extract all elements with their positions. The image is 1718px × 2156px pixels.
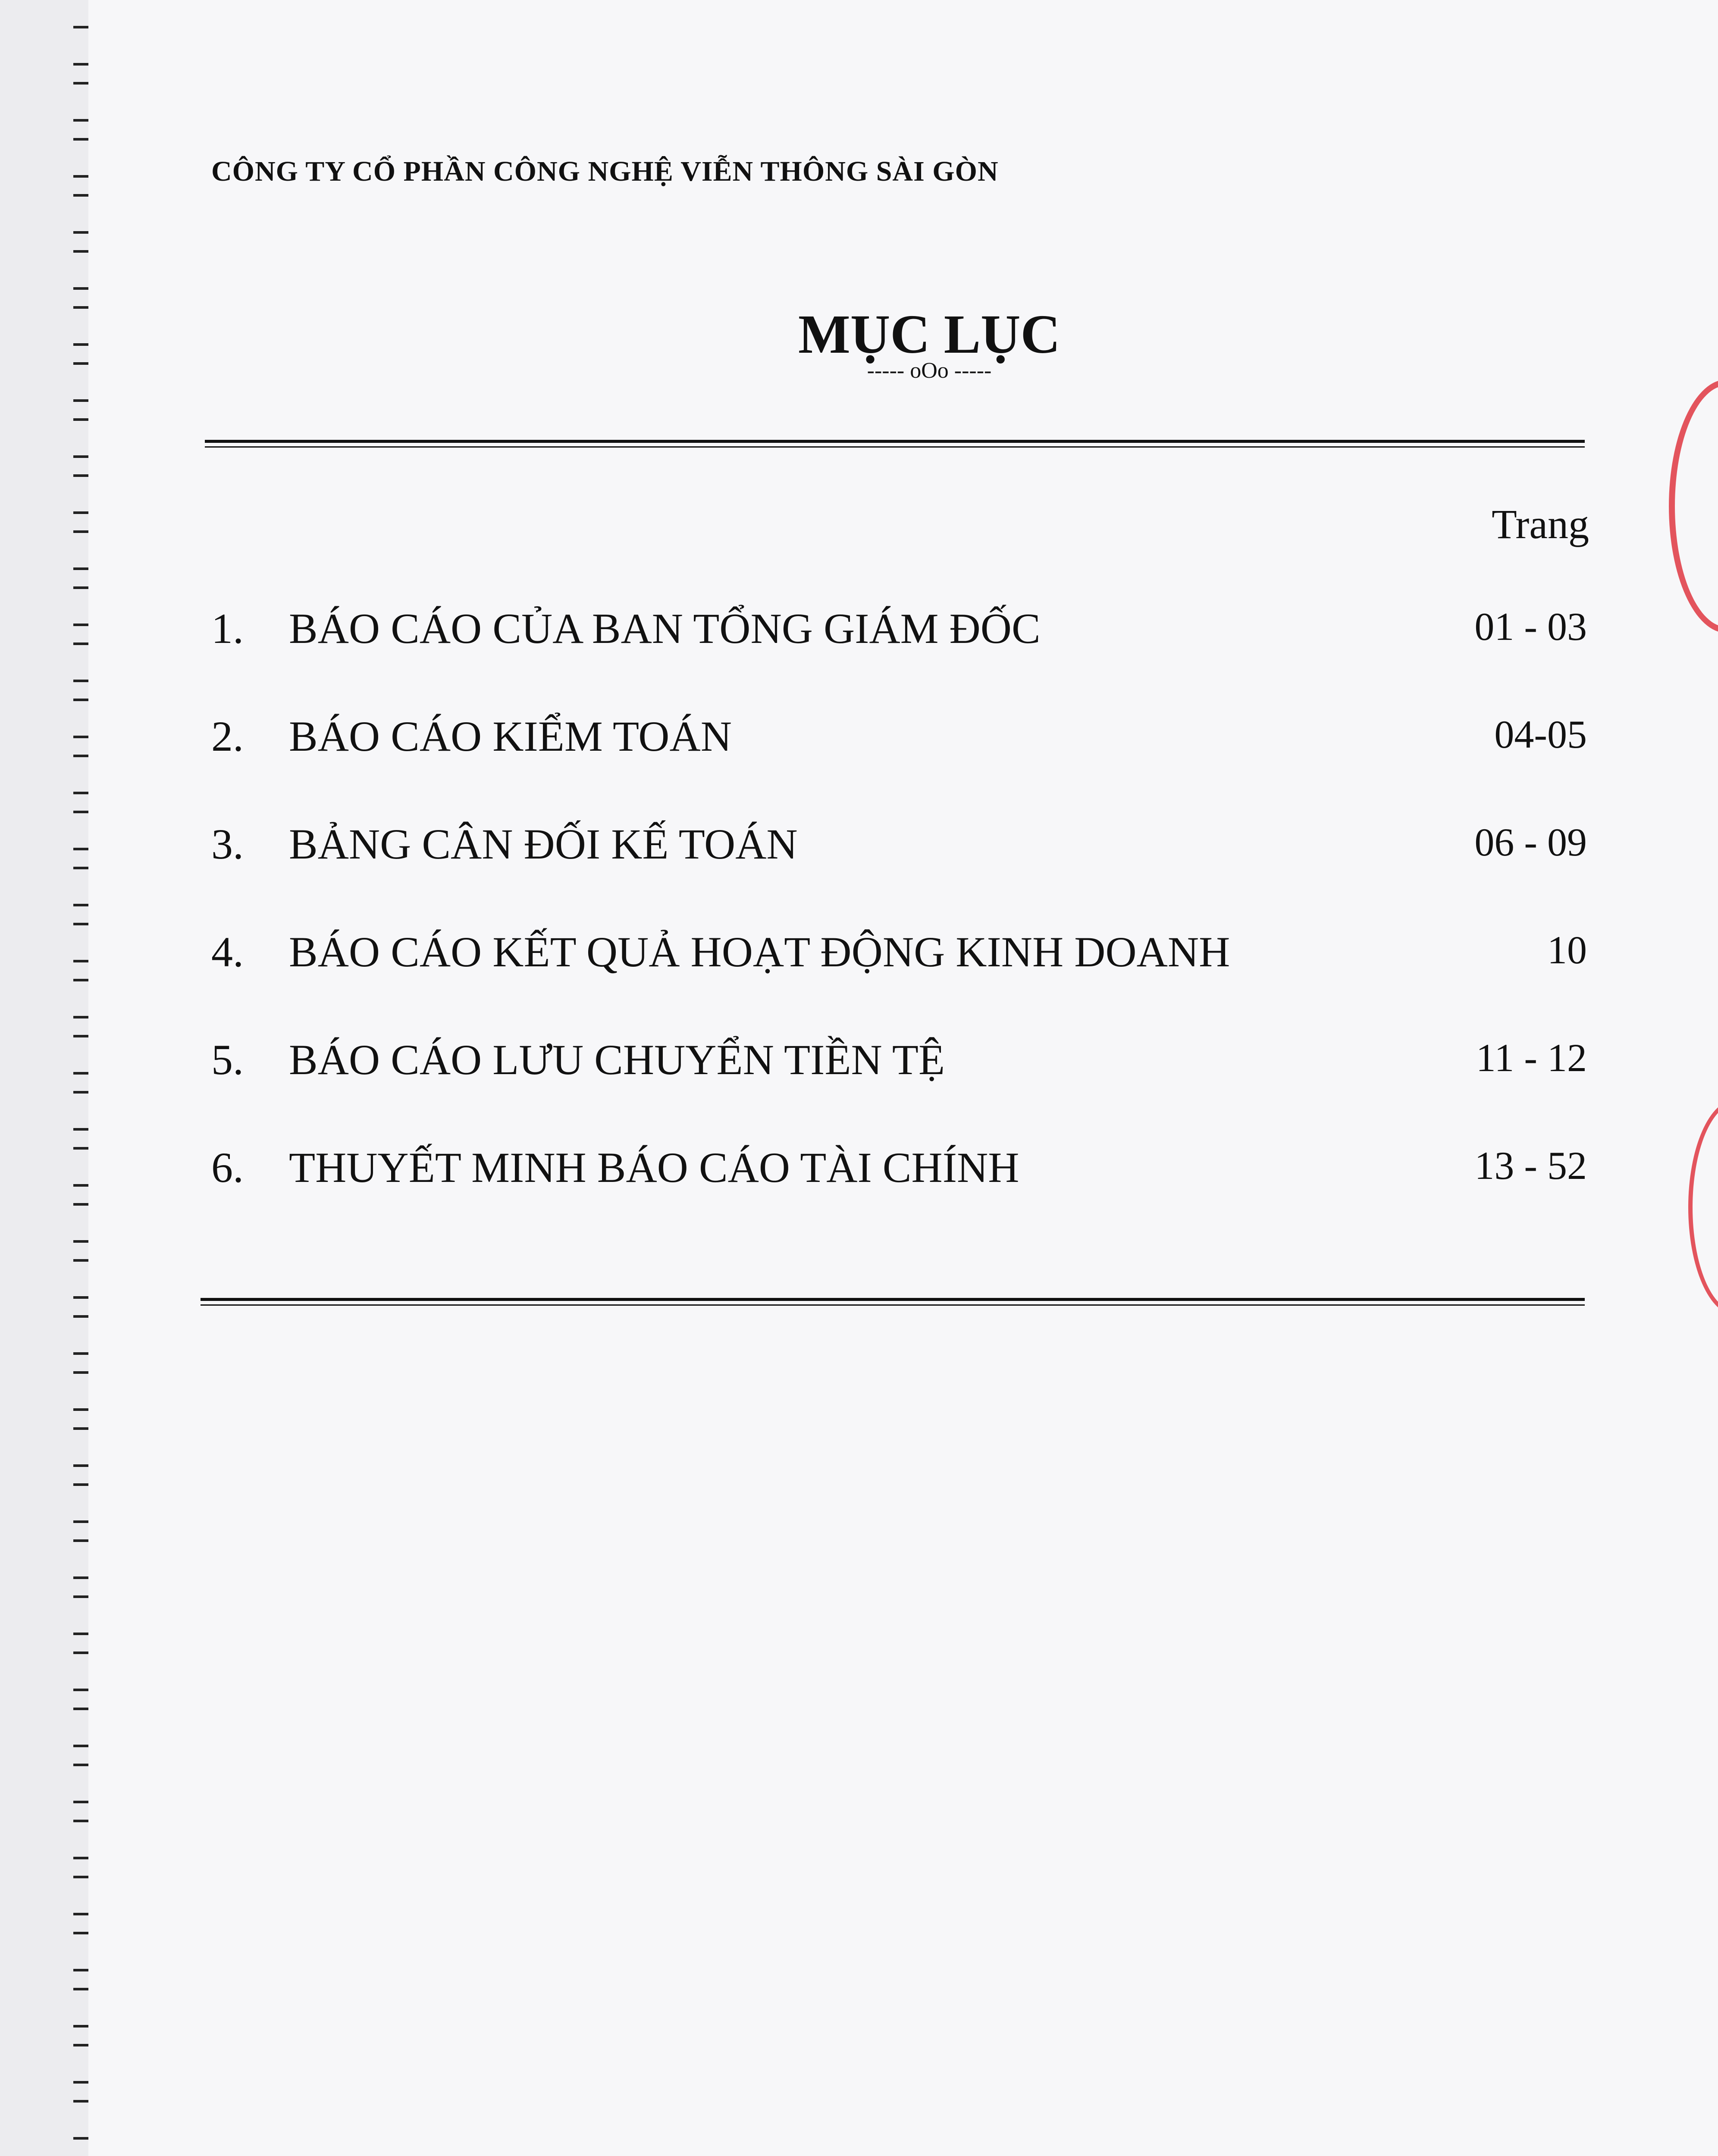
toc-pages: 06 - 09 (1474, 820, 1587, 864)
toc-entry (211, 1035, 1587, 1095)
toc-title: BÁO CÁO LƯU CHUYỂN TIỀN TỆ (289, 1036, 945, 1084)
toc-title: BÁO CÁO KẾT QUẢ HOẠT ĐỘNG KINH DOANH (289, 928, 1230, 976)
toc-entry (211, 604, 1587, 664)
title-ornament: ----- oOo ----- (867, 358, 992, 383)
toc-number: 2. (211, 712, 244, 760)
toc-entry (211, 711, 1587, 772)
page-title: MỤC LỤC (798, 304, 1060, 365)
toc-title: BÁO CÁO KIỂM TOÁN (289, 712, 732, 760)
toc-number: 6. (211, 1144, 244, 1191)
bottom-rule (201, 1298, 1585, 1301)
toc-entry (211, 819, 1587, 880)
toc-number: 5. (211, 1036, 244, 1084)
toc-pages: 01 - 03 (1474, 605, 1587, 649)
page-column-header: Trang (1492, 501, 1589, 547)
bottom-rule-thin (201, 1304, 1585, 1306)
spiral-binding (0, 0, 88, 2156)
toc-entry (211, 927, 1587, 987)
toc-pages: 13 - 52 (1474, 1144, 1587, 1188)
toc-number: 4. (211, 928, 244, 976)
toc-pages: 04-05 (1494, 712, 1587, 756)
company-name: CÔNG TY CỔ PHẦN CÔNG NGHỆ VIỄN THÔNG SÀI GÒN (211, 156, 999, 187)
top-rule (205, 440, 1585, 443)
toc-pages: 11 - 12 (1476, 1036, 1587, 1080)
toc-number: 3. (211, 820, 244, 868)
toc-title: BÁO CÁO CỦA BAN TỔNG GIÁM ĐỐC (289, 605, 1041, 652)
toc-entry (211, 1143, 1587, 1203)
toc-number: 1. (211, 605, 244, 652)
document-page (88, 0, 1718, 2156)
title-block (714, 302, 1145, 383)
toc-title: THUYẾT MINH BÁO CÁO TÀI CHÍNH (289, 1144, 1019, 1191)
toc-pages: 10 (1547, 928, 1587, 972)
toc-title: BẢNG CÂN ĐỐI KẾ TOÁN (289, 820, 798, 868)
top-rule-thin (205, 446, 1585, 448)
